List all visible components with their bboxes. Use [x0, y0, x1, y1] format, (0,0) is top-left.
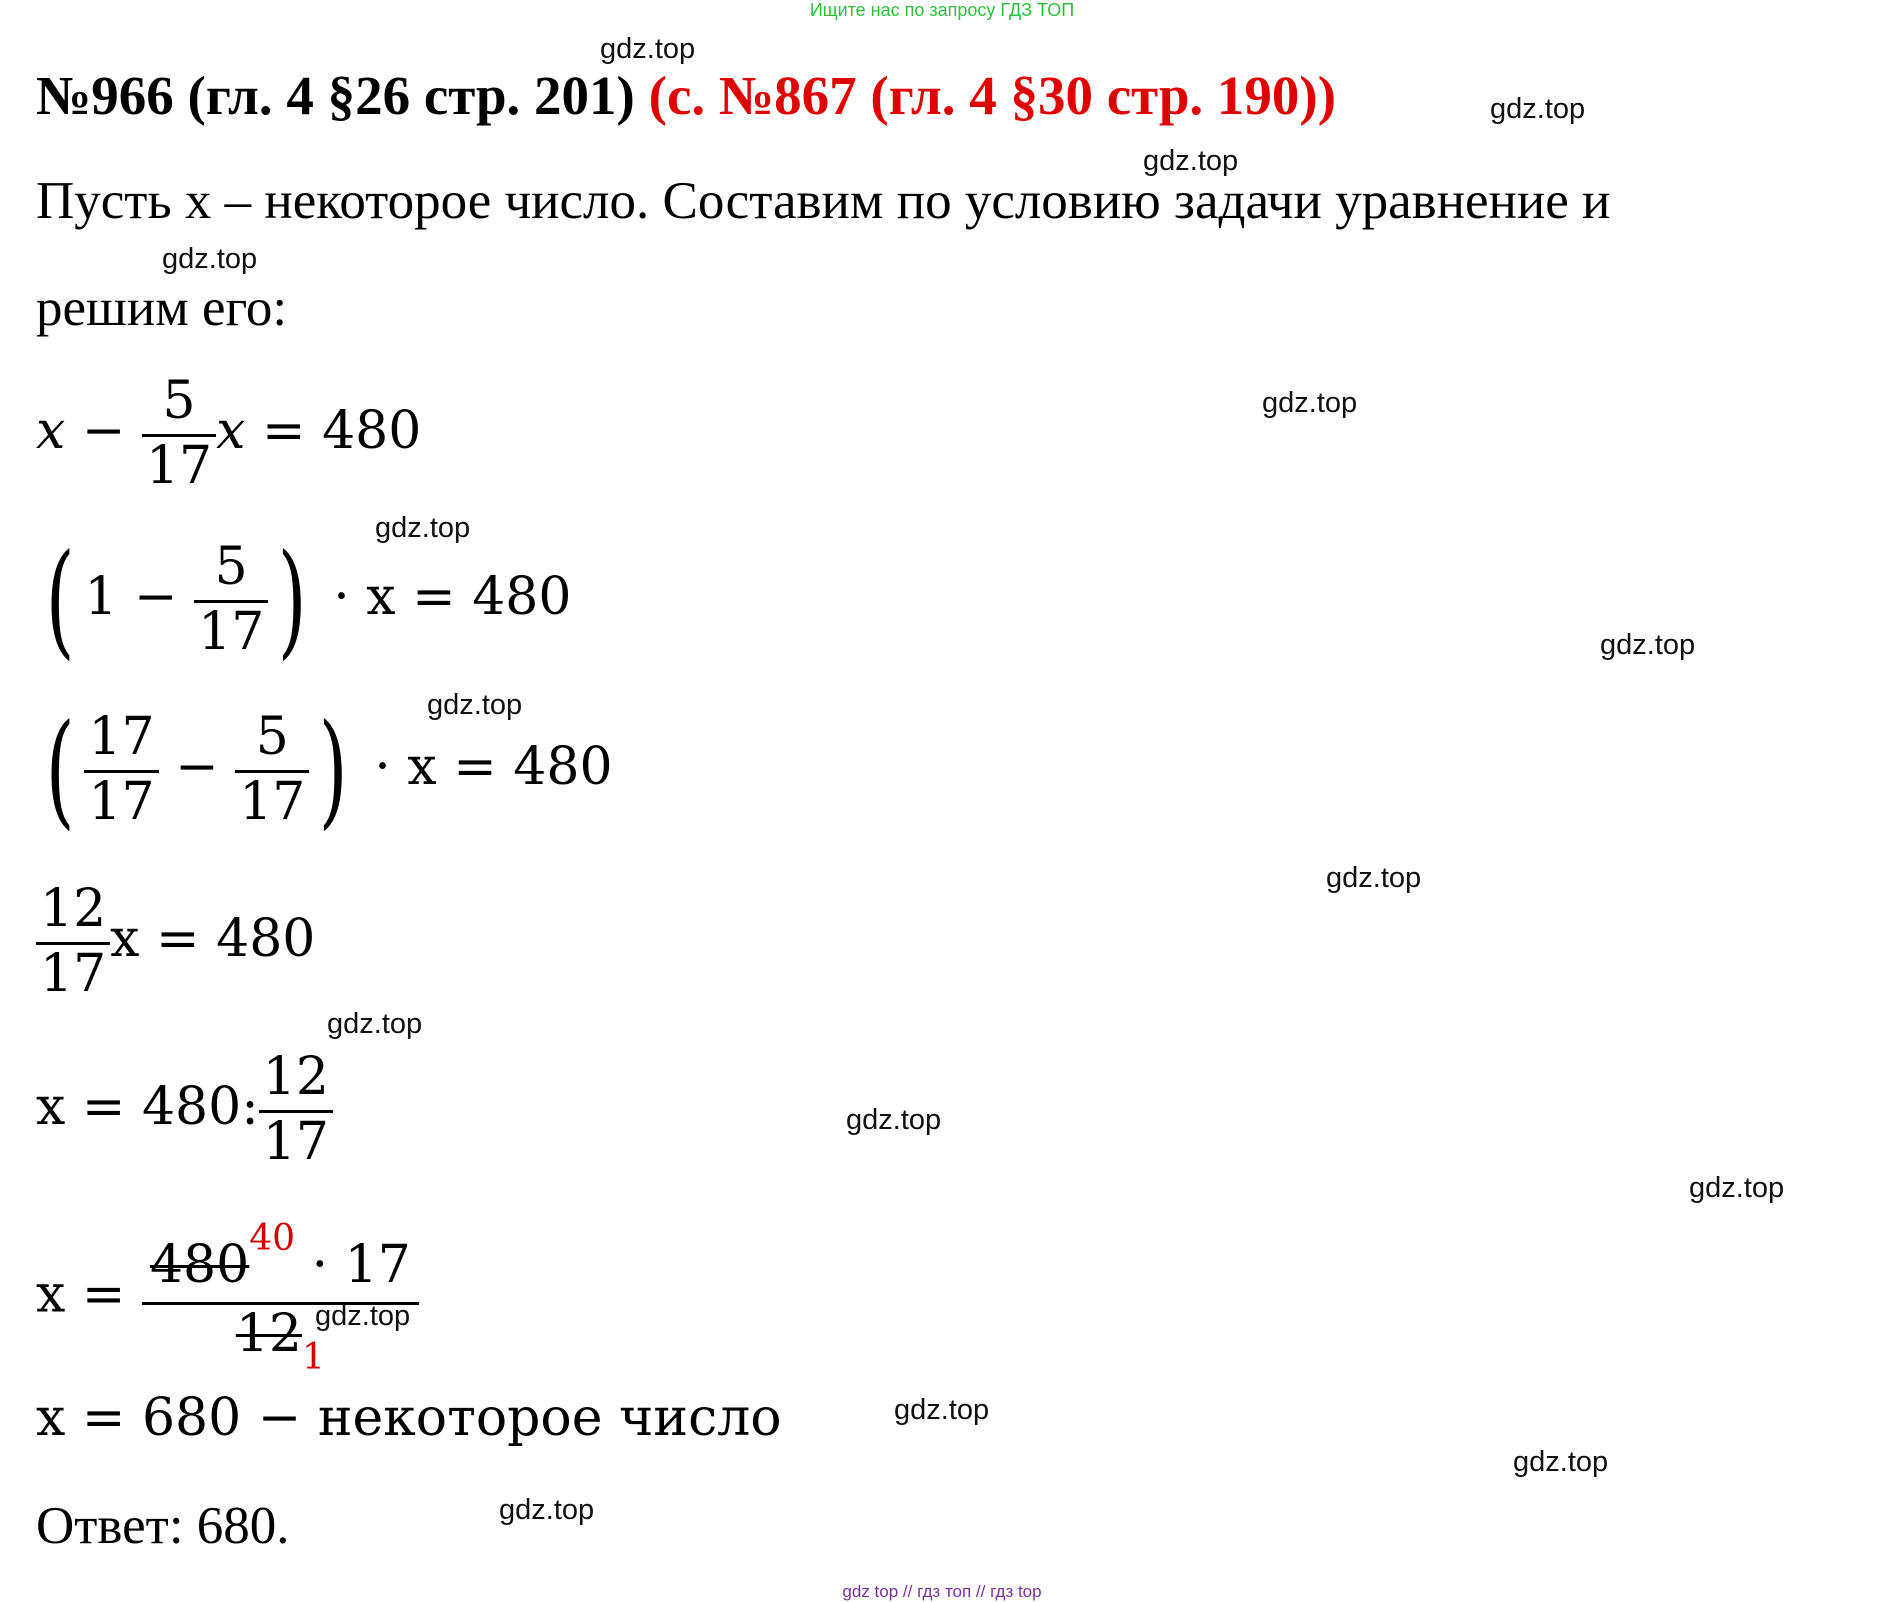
eq4-numerator: 12	[36, 880, 110, 945]
eq3-minus: −	[175, 736, 219, 797]
equation-6	[36, 1218, 419, 1378]
eq3-numerator-2: 5	[235, 708, 309, 773]
eq6-numerator	[142, 1218, 419, 1305]
top-search-note: Ищите нас по запросу ГДЗ ТОП	[809, 0, 1075, 20]
eq1-var-2: x	[216, 400, 246, 461]
eq3-rhs: · x = 480	[374, 736, 613, 797]
eq3-denominator-2: 17	[239, 771, 306, 832]
watermark: gdz.top	[1326, 862, 1422, 894]
equation-7: x = 680 − некоторое число	[36, 1388, 782, 1448]
eq1-denominator: 17	[145, 435, 213, 496]
watermark: gdz.top	[600, 33, 696, 65]
eq1-minus: −	[81, 400, 126, 461]
task-title	[36, 64, 1336, 127]
equation-5	[36, 1048, 333, 1173]
eq6-crossed-12: 12	[235, 1303, 303, 1364]
eq3-open-paren: (	[45, 698, 75, 843]
eq1-numerator: 5	[142, 372, 216, 437]
watermark: gdz.top	[315, 1300, 411, 1332]
intro-line-2: решим его:	[36, 279, 288, 337]
eq2-open-paren: (	[45, 528, 75, 673]
watermark: gdz.top	[499, 1494, 595, 1526]
eq6-fraction	[142, 1218, 419, 1378]
watermark: gdz.top	[1689, 1172, 1785, 1204]
eq6-reduced-40: 40	[249, 1218, 296, 1259]
equation-4	[36, 880, 315, 1005]
eq2-one-minus: 1 −	[84, 566, 178, 627]
eq2-fraction	[194, 538, 268, 663]
watermark: gdz.top	[1513, 1446, 1609, 1478]
eq2-numerator: 5	[194, 538, 268, 603]
eq3-fraction-2	[235, 708, 309, 833]
watermark: gdz.top	[162, 243, 258, 275]
eq4-denominator: 17	[40, 943, 107, 1004]
eq4-rhs: x = 480	[110, 908, 316, 969]
watermark: gdz.top	[1490, 93, 1586, 125]
eq2-close-paren: )	[277, 528, 307, 673]
eq3-numerator-1: 17	[84, 708, 158, 773]
task-title-main: №966 (гл. 4 §26 стр. 201)	[36, 65, 635, 126]
eq1-rhs: = 480	[262, 400, 422, 461]
watermark: gdz.top	[1262, 387, 1358, 419]
watermark: gdz.top	[846, 1104, 942, 1136]
watermark: gdz.top	[1143, 145, 1239, 177]
eq2-rhs: · x = 480	[333, 566, 572, 627]
eq5-lhs: x = 480:	[36, 1076, 259, 1137]
eq6-times-17: · 17	[311, 1235, 411, 1295]
eq3-denominator-1: 17	[88, 771, 155, 832]
watermark: gdz.top	[427, 689, 523, 721]
watermark: gdz.top	[375, 512, 471, 544]
task-title-alt: (с. №867 (гл. 4 §30 стр. 190))	[648, 65, 1337, 126]
eq6-crossed-480: 480	[149, 1235, 250, 1295]
intro-line-1: Пусть x – некоторое число. Составим по условию задачи уравнение и	[36, 172, 1611, 230]
eq5-fraction	[259, 1048, 333, 1173]
watermark: gdz.top	[894, 1394, 990, 1426]
footer-links[interactable]: gdz top // гдз топ // гдз top	[842, 1582, 1042, 1601]
equation-1	[36, 372, 421, 497]
eq1-var: x	[36, 400, 66, 461]
eq3-fraction-1	[84, 708, 158, 833]
eq5-numerator: 12	[259, 1048, 333, 1113]
watermark: gdz.top	[1600, 629, 1696, 661]
eq2-denominator: 17	[198, 601, 265, 662]
eq6-reduced-1: 1	[302, 1336, 325, 1378]
watermark: gdz.top	[327, 1008, 423, 1040]
answer: Ответ: 680.	[36, 1497, 290, 1555]
eq4-fraction	[36, 880, 110, 1005]
eq6-lhs: x =	[36, 1264, 126, 1325]
eq3-close-paren: )	[319, 698, 349, 843]
eq5-denominator: 17	[262, 1111, 329, 1172]
eq1-fraction	[142, 372, 216, 497]
